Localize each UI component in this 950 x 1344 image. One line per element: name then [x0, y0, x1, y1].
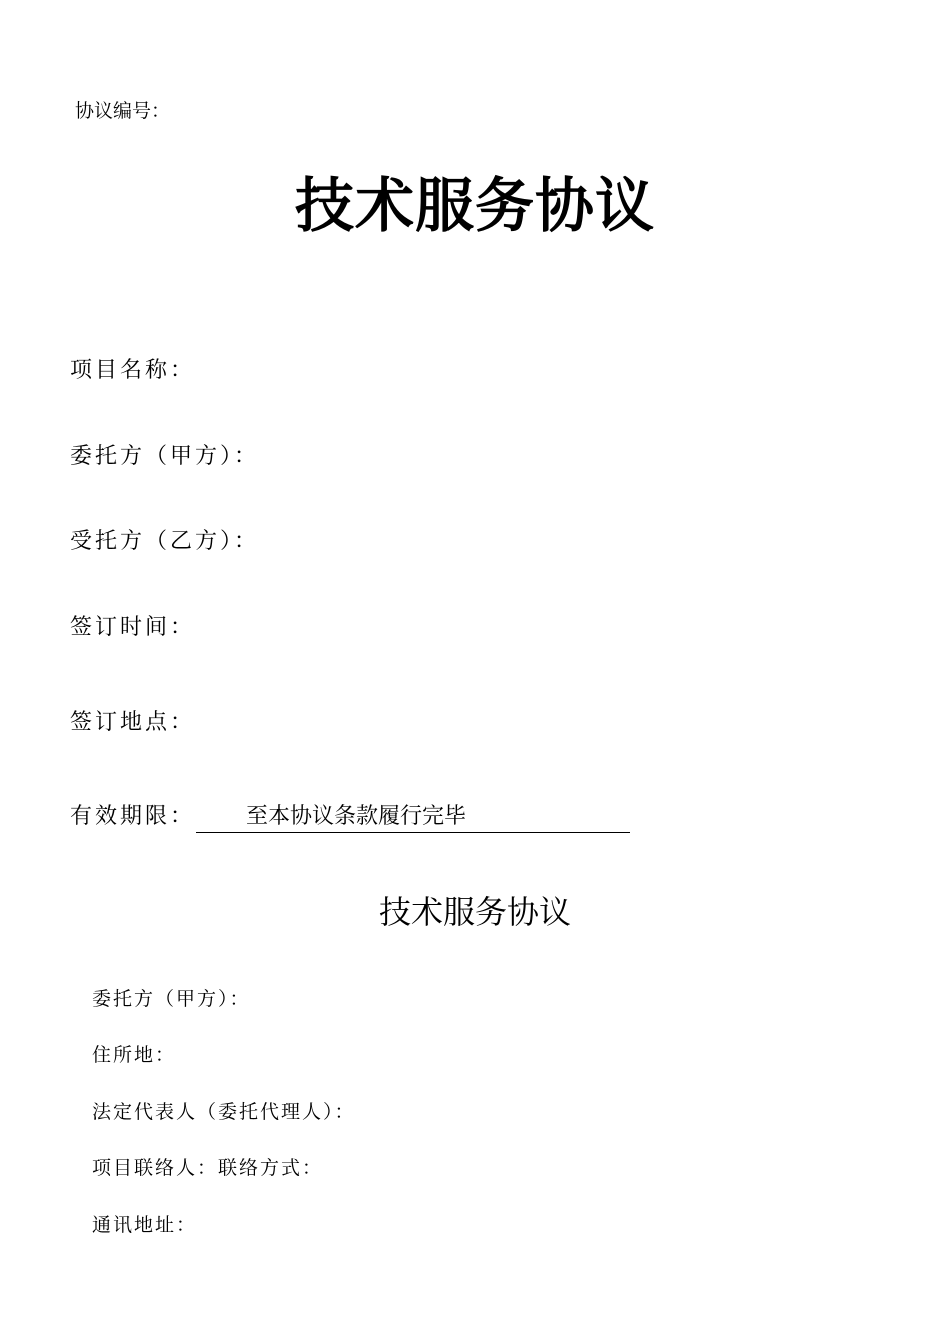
project-name-field: 项目名称：: [70, 358, 196, 383]
party-a-field: 委托方（甲方）：: [70, 444, 260, 469]
detail-legal-representative: 法定代表人（委托代理人）：: [92, 1101, 356, 1123]
signing-time-field: 签订时间：: [70, 615, 196, 640]
validity-value: 至本协议条款履行完毕: [246, 804, 467, 829]
section-title: 技术服务协议: [378, 893, 571, 931]
validity-value-underline: [196, 806, 630, 833]
validity-label: 有效期限：: [70, 804, 196, 829]
signing-place-field: 签订地点：: [70, 710, 196, 735]
cover-title: 技术服务协议: [294, 171, 655, 240]
party-b-field: 受托方（乙方）：: [70, 529, 260, 554]
detail-mailing-address: 通讯地址：: [92, 1214, 198, 1236]
detail-address: 住所地：: [92, 1044, 177, 1066]
detail-contact-line: 项目联络人：联络方式：: [92, 1157, 324, 1179]
agreement-number-label: 协议编号：: [75, 100, 171, 122]
detail-party-a: 委托方（甲方）：: [92, 988, 251, 1010]
